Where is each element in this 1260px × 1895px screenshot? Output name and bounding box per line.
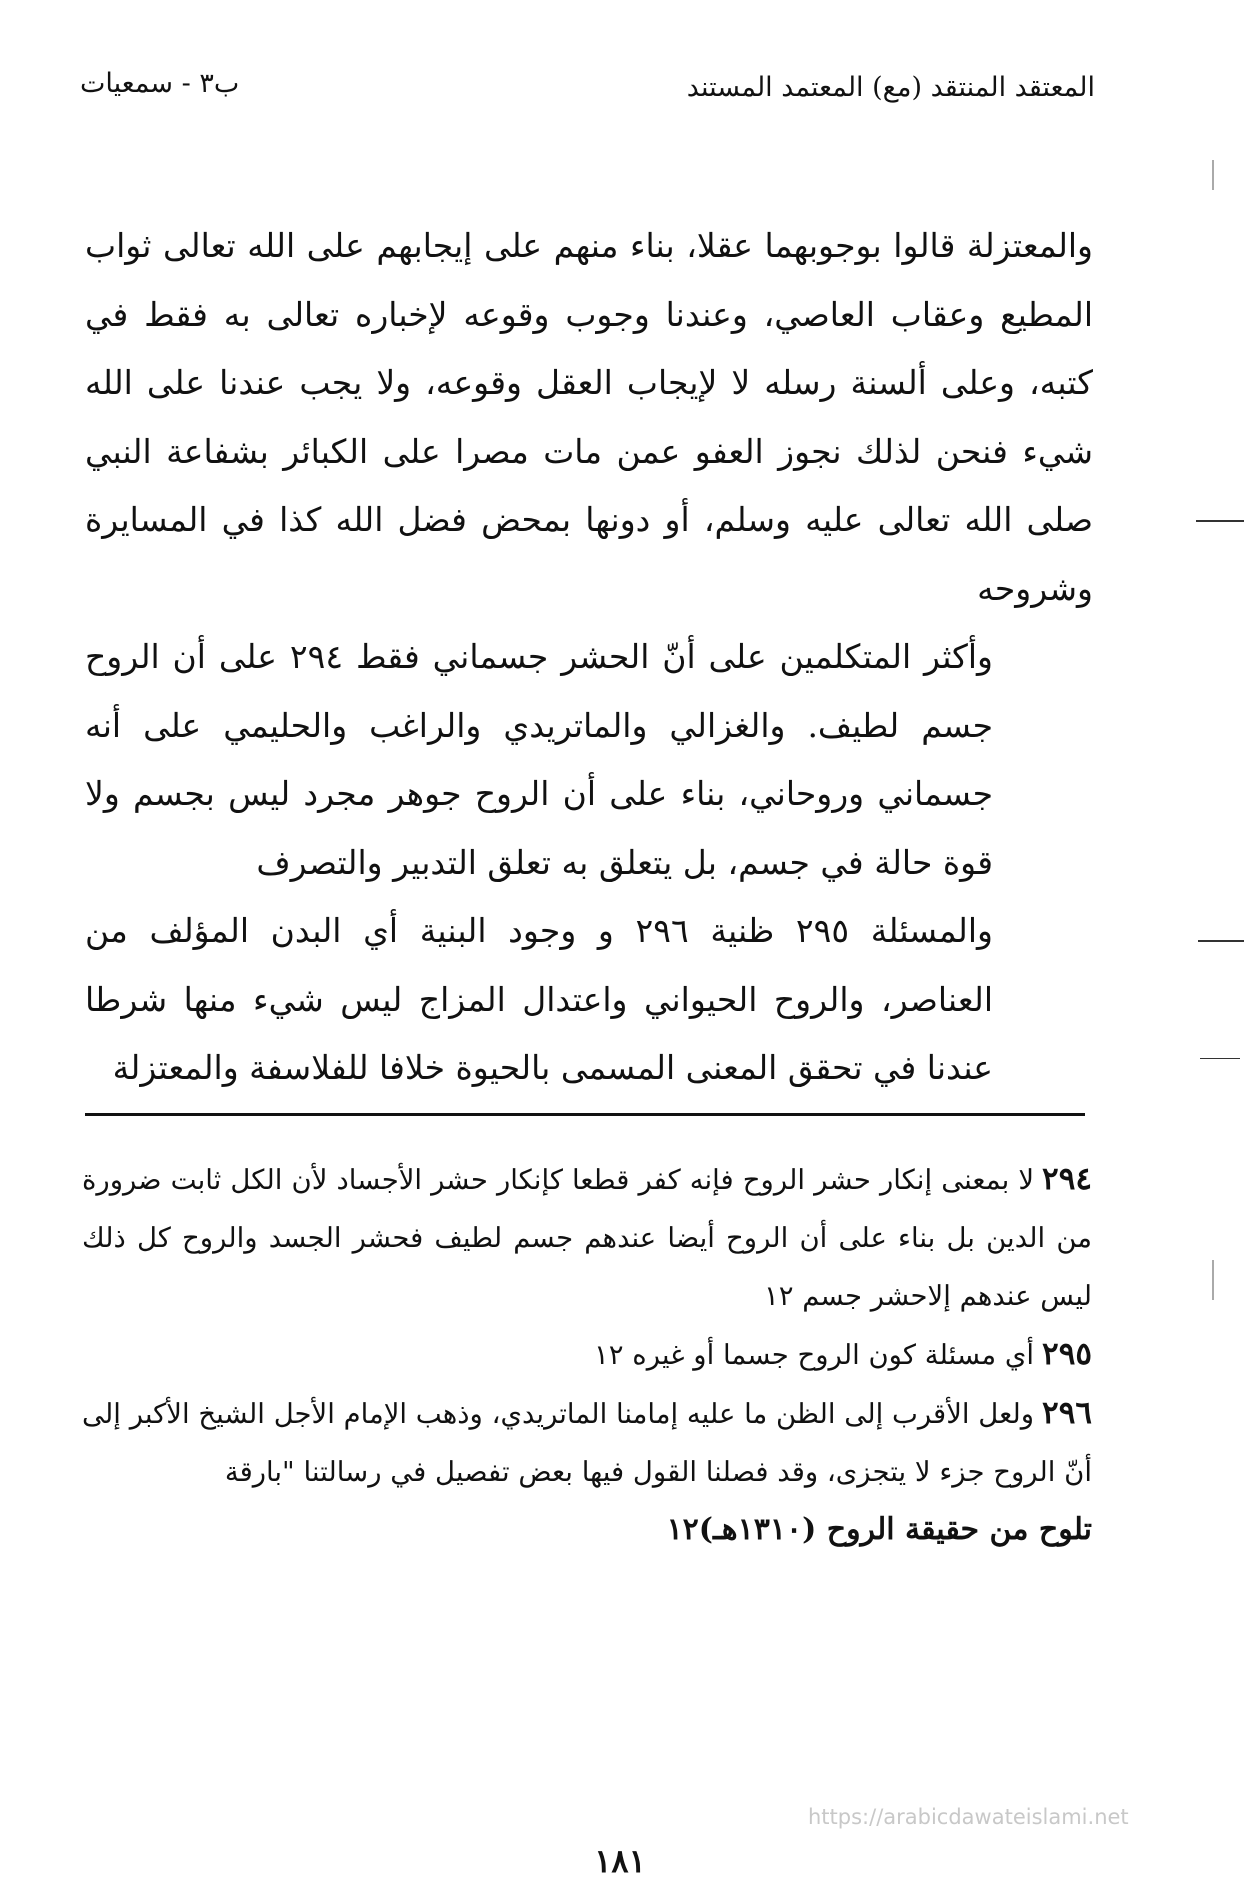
paragraph-mutazila: والمعتزلة قالوا بوجوبهما عقلا، بناء منهم على إيجابهم على الله تعالى ثواب المطيع وعقاب العاصي، وعندنا وجوب وقوعه لإخباره تعالى به فقط في كتبه، وعلى ألسنة رسله لا لإيجاب العقل وقوعه، ولا يجب عندنا على الله شيء فنحن لذلك نجوز العفو عمن مات مصرا على الكبائر بشفاعة النبي صلى الله تعالى عليه وسلم، أو دونها بمحض فضل الله كذا في المسايرة وشروحه — [85, 226, 1093, 608]
margin-dots — [1212, 1260, 1214, 1300]
footnote-number: ٢٩٥ — [1042, 1336, 1092, 1372]
margin-tick — [1200, 1058, 1240, 1059]
margin-tick — [1198, 940, 1244, 942]
running-header-section: ب٣ - سمعيات — [80, 68, 240, 99]
page-number: ١٨١ — [594, 1842, 646, 1880]
margin-tick — [1196, 520, 1244, 522]
footnotes — [82, 1150, 1092, 1559]
footnote-295 — [82, 1325, 1092, 1384]
footnote-number: ٢٩٦ — [1042, 1395, 1092, 1431]
footnote-text: ولعل الأقرب إلى الظن ما عليه إمامنا الماتريدي، وذهب الإمام الأجل الشيخ الأكبر إلى أنّ الروح جزء لا يتجزى، وقد فصلنا القول فيها بعض تفصيل في رسالتنا "بارقة — [82, 1398, 1092, 1488]
margin-dots — [1212, 160, 1214, 190]
main-text — [85, 212, 1093, 1103]
footnote-separator — [85, 1113, 1085, 1116]
paragraph-hashr: وأكثر المتكلمين على أنّ الحشر جسماني فقط ٢٩٤ على أن الروح جسم لطيف. والغزالي والماتريدي والراغب والحليمي على أنه جسماني وروحاني، بناء على أن الروح جوهر مجرد ليس بجسم ولا قوة حالة في جسم، بل يتعلق به تعلق التدبير والتصرف — [85, 637, 993, 882]
footnote-number: ٢٩٤ — [1042, 1161, 1092, 1197]
paragraph-masala: والمسئلة ٢٩٥ ظنية ٢٩٦ و وجود البنية أي البدن المؤلف من العناصر، والروح الحيواني واعتدال المزاج ليس شيء منها شرطا عندنا في تحقق المعنى المسمى بالحيوة خلافا للفلاسفة والمعتزلة — [85, 911, 993, 1087]
footnote-296 — [82, 1384, 1092, 1501]
footnote-text: أي مسئلة كون الروح جسما أو غيره ١٢ — [594, 1339, 1035, 1371]
footnote-text: لا بمعنى إنكار حشر الروح فإنه كفر قطعا كإنكار حشر الأجساد لأن الكل ثابت ضرورة من الدين بل بناء على أن الروح أيضا عندهم جسم لطيف فحشر الجسد والروح كل ذلك ليس عندهم إلاحشر جسم ١٢ — [82, 1164, 1092, 1312]
footnote-296-title: تلوح من حقيقة الروح (١٣١٠هـ)١٢ — [666, 1512, 1092, 1547]
running-header-title: المعتقد المنتقد (مع) المعتمد المستند — [686, 72, 1095, 103]
footnote-294 — [82, 1150, 1092, 1325]
watermark-url: https://arabicdawateislami.net — [808, 1805, 1129, 1829]
